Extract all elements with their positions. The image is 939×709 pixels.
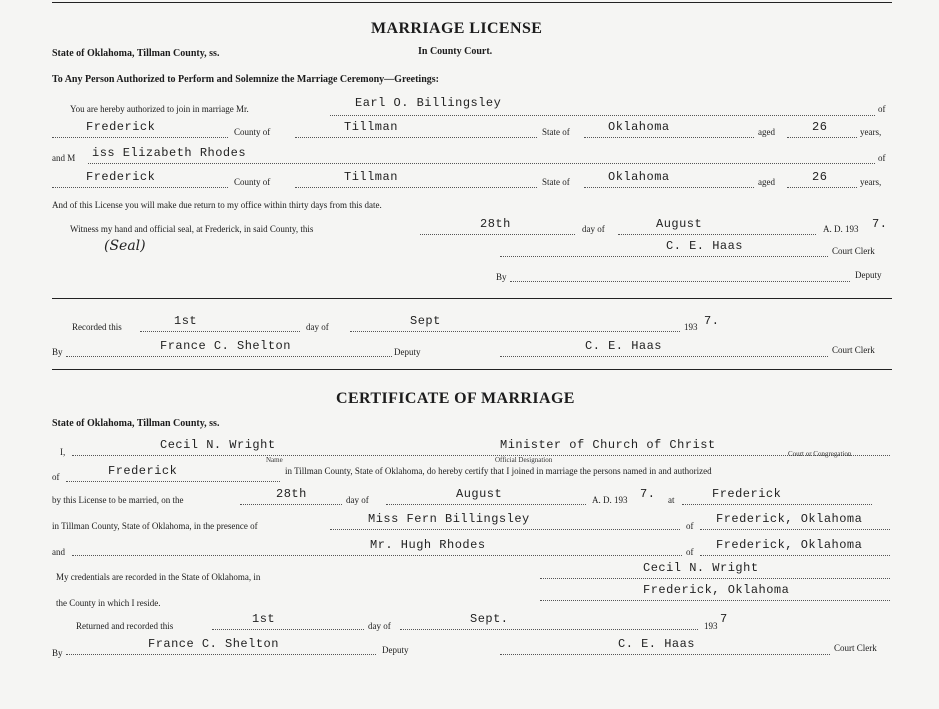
groom-name: Earl O. Billingsley [355, 96, 502, 110]
recorded-year: 7. [704, 314, 720, 328]
deputy-label: Deputy [855, 270, 882, 280]
cert-deputy-line [66, 654, 376, 655]
witness2-of-label: of [686, 547, 694, 557]
top-rule [52, 2, 892, 3]
credentials-text-2: the County in which I reside. [56, 598, 161, 608]
recorded-deputy-label: Deputy [394, 347, 421, 357]
witness2-line [72, 555, 682, 556]
certificate-state-county: State of Oklahoma, Tillman County, ss. [52, 418, 220, 429]
groom-state-line [584, 137, 754, 138]
witness-day: 28th [480, 217, 511, 231]
witness1-of-label: of [686, 521, 694, 531]
official-designation: Minister of Church of Christ [500, 438, 716, 452]
recorded-day-line [140, 331, 300, 332]
cert-deputy-label: Deputy [382, 645, 409, 655]
witness-day-line [420, 234, 575, 235]
returned-day-of-label: day of [368, 621, 391, 631]
recorded-label: Recorded this [72, 322, 122, 332]
bride-name-line [88, 163, 875, 164]
day-of-label: day of [582, 224, 605, 234]
license-court: In County Court. [418, 46, 493, 57]
married-place: Frederick [712, 487, 782, 501]
groom-county-line [295, 137, 537, 138]
recorded-day-of-label: day of [306, 322, 329, 332]
ad-label: A. D. 193 [823, 224, 859, 234]
i-label: I, [60, 447, 66, 457]
presence-text: in Tillman County, State of Oklahoma, in the presence of [52, 521, 258, 531]
officiant-name: Cecil N. Wright [160, 438, 276, 452]
court-clerk-label: Court Clerk [832, 246, 875, 256]
cert-ad-label: A. D. 193 [592, 495, 628, 505]
officiant-city: Frederick [108, 464, 178, 478]
of-label-2: of [878, 153, 886, 163]
aged-label: aged [758, 127, 775, 137]
married-year: 7. [640, 487, 656, 501]
married-day: 28th [276, 487, 307, 501]
license-clerk-name: C. E. Haas [666, 239, 744, 253]
credentials-text-1: My credentials are recorded in the State of Oklahoma, in [56, 572, 261, 582]
returned-month-line [400, 629, 698, 630]
signature-line [540, 578, 890, 579]
and-m-label: and M [52, 153, 76, 163]
cert-court-clerk-label: Court Clerk [834, 643, 877, 653]
returned-year: 7 [720, 612, 728, 626]
recorded-by-label: By [52, 347, 63, 357]
county-of-label-2: County of [234, 177, 271, 187]
bride-city-line [52, 187, 228, 188]
cert-deputy-name: France C. Shelton [148, 637, 279, 651]
cert-by-label: By [52, 648, 63, 658]
recorded-year-prefix: 193 [684, 322, 698, 332]
returned-year-prefix: 193 [704, 621, 718, 631]
returned-label: Returned and recorded this [76, 621, 174, 631]
and-label: and [52, 547, 65, 557]
witness1-place-line [700, 529, 890, 530]
bride-city: Frederick [86, 170, 156, 184]
witness1-line [330, 529, 680, 530]
returned-day-line [212, 629, 364, 630]
officiant-city-line [66, 481, 280, 482]
bride-county: Tillman [344, 170, 398, 184]
witness2-place: Frederick, Oklahoma [716, 538, 863, 552]
recorded-court-clerk-label: Court Clerk [832, 345, 875, 355]
groom-age-line [787, 137, 857, 138]
witness2-place-line [700, 555, 890, 556]
county-of-label: County of [234, 127, 271, 137]
state-of-label-2: State of [542, 177, 570, 187]
recorded-clerk-line [500, 356, 828, 357]
witness-year: 7. [872, 217, 888, 231]
cert-clerk-name: C. E. Haas [618, 637, 696, 651]
bride-county-line [295, 187, 537, 188]
officiant-line [72, 455, 890, 456]
recorded-month: Sept [410, 314, 441, 328]
returned-day: 1st [252, 612, 276, 626]
aged-label-2: aged [758, 177, 775, 187]
clerk-line [500, 256, 828, 257]
recorded-deputy-line [66, 356, 392, 357]
license-text: by this License to be married, on the [52, 495, 184, 505]
married-day-line [240, 504, 342, 505]
groom-city-line [52, 137, 228, 138]
signature-place: Frederick, Oklahoma [643, 583, 790, 597]
cert-day-of-label: day of [346, 495, 369, 505]
recorded-bottom-rule [52, 369, 892, 370]
signature-place-line [540, 600, 890, 601]
license-bottom-rule [52, 298, 892, 299]
recorded-clerk-name: C. E. Haas [585, 339, 663, 353]
license-greeting: To Any Person Authorized to Perform and Solemnize the Marriage Ceremony—Greetings: [52, 74, 439, 85]
bride-age-line [787, 187, 857, 188]
witness-month-line [618, 234, 816, 235]
deputy-line [510, 281, 850, 282]
witness1-name: Miss Fern Billingsley [368, 512, 530, 526]
bride-age: 26 [812, 170, 828, 184]
state-of-label: State of [542, 127, 570, 137]
groom-name-line [330, 115, 875, 116]
seal-mark: (Seal) [104, 238, 146, 254]
recorded-deputy-name: France C. Shelton [160, 339, 291, 353]
by-label: By [496, 272, 507, 282]
married-place-line [682, 504, 872, 505]
certificate-title: CERTIFICATE OF MARRIAGE [336, 390, 575, 407]
groom-county: Tillman [344, 120, 398, 134]
recorded-day: 1st [174, 314, 198, 328]
bride-state-line [584, 187, 754, 188]
official-designation-caption: Official Designation [495, 456, 553, 464]
married-month-line [386, 504, 586, 505]
license-title: MARRIAGE LICENSE [371, 20, 543, 37]
groom-city: Frederick [86, 120, 156, 134]
name-caption: Name [266, 456, 283, 464]
certify-text: in Tillman County, State of Oklahoma, do hereby certify that I joined in marriage the persons named in and authorized [285, 466, 712, 476]
married-month: August [456, 487, 503, 501]
bride-name: iss Elizabeth Rhodes [92, 146, 247, 160]
witness2-name: Mr. Hugh Rhodes [370, 538, 486, 552]
witness-text: Witness my hand and official seal, at Frederick, in said County, this [70, 224, 314, 234]
authorized-text: You are hereby authorized to join in marriage Mr. [70, 104, 249, 114]
groom-state: Oklahoma [608, 120, 670, 134]
witness-month: August [656, 217, 703, 231]
return-text: And of this License you will make due return to my office within thirty days from this date. [52, 200, 382, 210]
signature-name: Cecil N. Wright [643, 561, 759, 575]
groom-age: 26 [812, 120, 828, 134]
recorded-month-line [350, 331, 680, 332]
cert-clerk-line [500, 654, 830, 655]
years-label-2: years, [860, 177, 882, 187]
cert-of-label: of [52, 472, 60, 482]
years-label: years, [860, 127, 882, 137]
bride-state: Oklahoma [608, 170, 670, 184]
witness1-place: Frederick, Oklahoma [716, 512, 863, 526]
court-caption: Court or Congregation [788, 450, 852, 458]
license-state-county: State of Oklahoma, Tillman County, ss. [52, 48, 220, 59]
returned-month: Sept. [470, 612, 509, 626]
at-label: at [668, 495, 675, 505]
of-label: of [878, 104, 886, 114]
